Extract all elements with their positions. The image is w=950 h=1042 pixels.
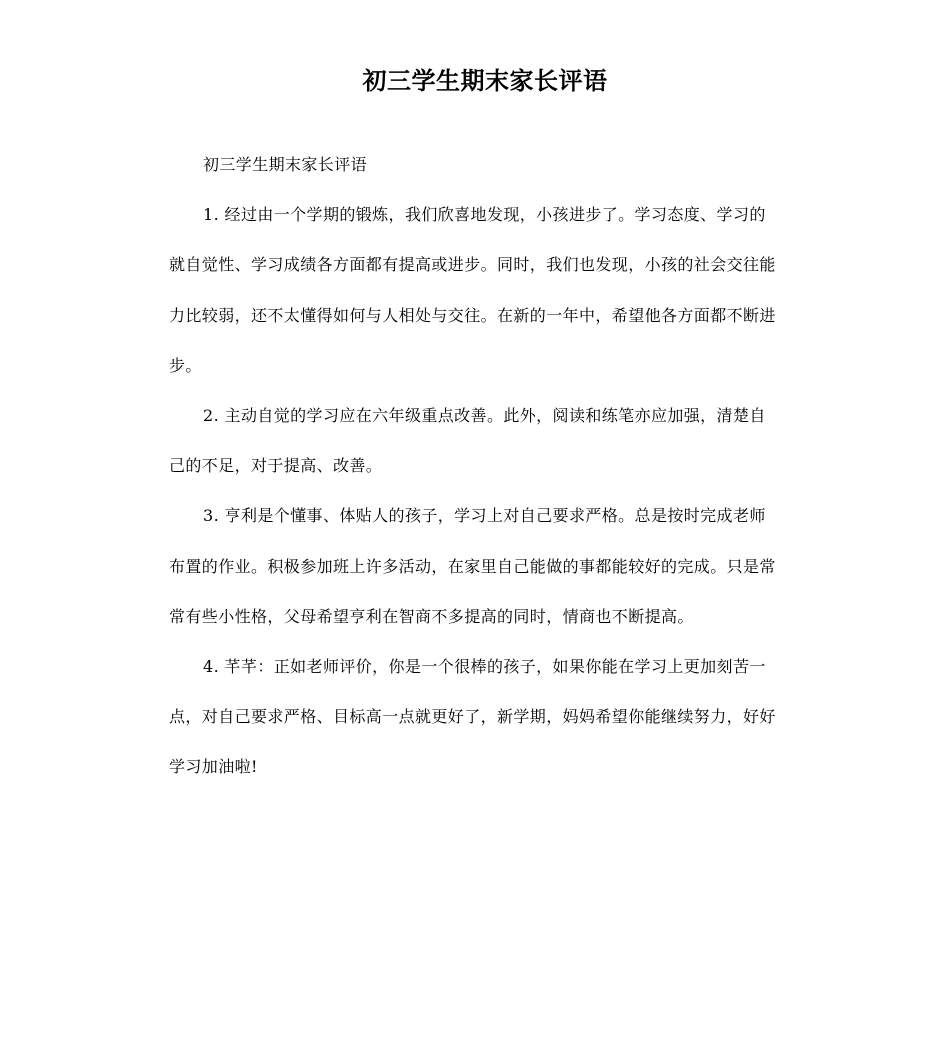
comment-paragraph-2: 2. 主动自觉的学习应在六年级重点改善。此外，阅读和练笔亦应加强，清楚自己的不足，对于提高、改善。 [169, 406, 766, 476]
document-title: 初三学生期末家长评语 [362, 67, 608, 95]
document-body [169, 140, 781, 793]
comment-paragraph-4: 4. 芊芊：正如老师评价，你是一个很棒的孩子，如果你能在学习上更加刻苦一点，对自己要求严格、目标高一点就更好了，新学期，妈妈希望你能继续努力，好好学习加油啦! [169, 657, 776, 777]
comment-paragraph-3: 3. 亨利是个懂事、体贴人的孩子，学习上对自己要求严格。总是按时完成老师布置的作业。积极参加班上许多活动，在家里自己能做的事都能较好的完成。只是常常有些小性格，父母希望亨利在智商不多提高的同时，情商也不断提高。 [169, 506, 776, 626]
comment-paragraph-1: 1. 经过由一个学期的锻炼，我们欣喜地发现，小孩进步了。学习态度、学习的就自觉性、学习成绩各方面都有提高或进步。同时，我们也发现，小孩的社会交往能力比较弱，还不太懂得如何与人相处与交往。在新的一年中，希望他各方面都不断进步。 [169, 205, 776, 375]
subtitle-paragraph: 初三学生期末家长评语 [203, 155, 368, 174]
